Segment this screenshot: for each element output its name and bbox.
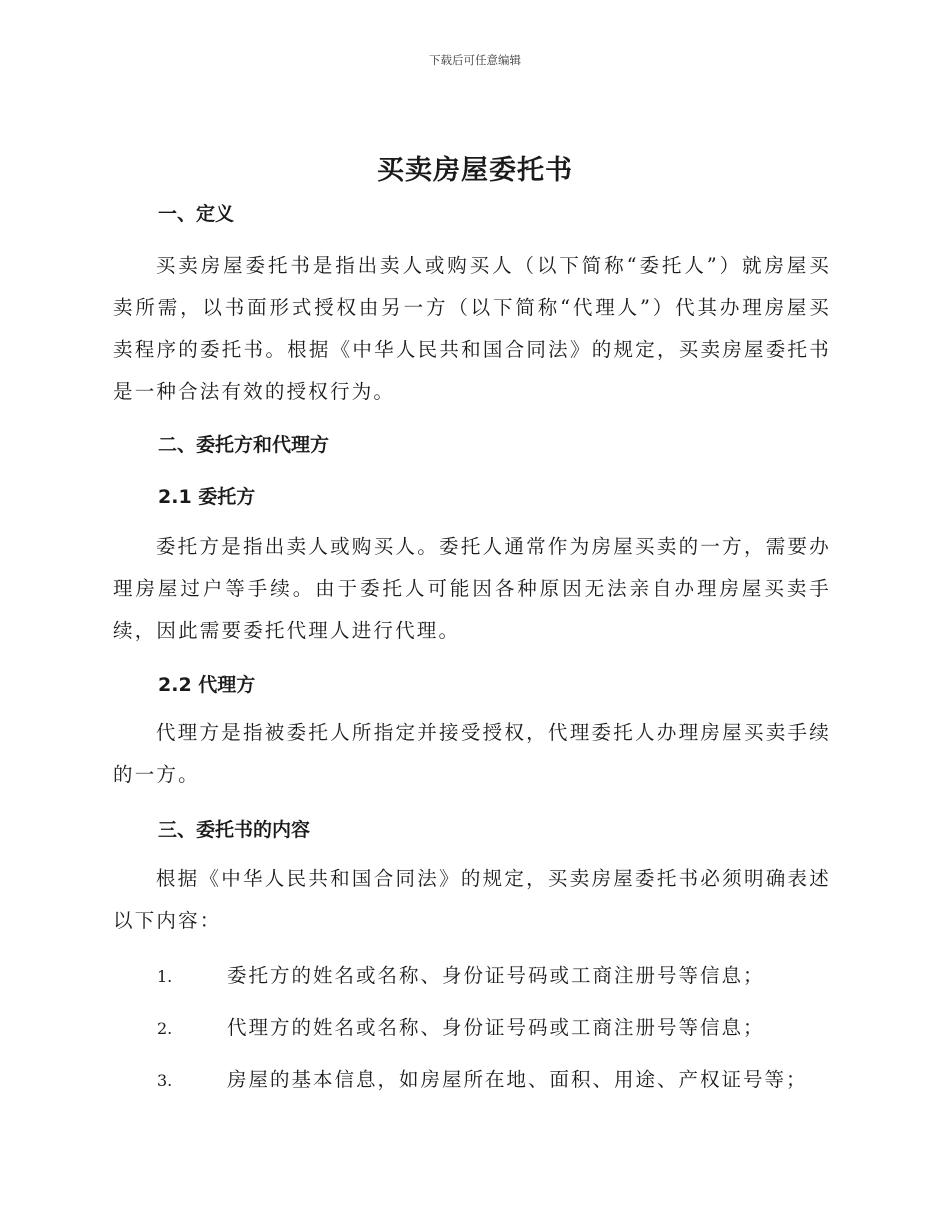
document-title: 买卖房屋委托书	[377, 155, 573, 186]
subsection-heading-agent: 2.2 代理方	[158, 674, 256, 696]
section-heading-contents: 三、委托书的内容	[158, 819, 311, 841]
paragraph-principal: 委托方是指出卖人或购买人。委托人通常作为房屋买卖的一方，需要办理房屋过户等手续。由于委托人可能因各种原因无法亲自办理房屋买卖手续，因此需要委托代理人进行代理。	[113, 535, 831, 642]
list-item	[113, 1012, 831, 1040]
paragraph-agent: 代理方是指被委托人所指定并接受授权，代理委托人办理房屋买卖手续的一方。	[113, 721, 831, 786]
list-item-text: 委托方的姓名或名称、身份证号码或工商注册号等信息；	[227, 964, 765, 987]
subsection-heading-principal: 2.1 委托方	[158, 486, 256, 508]
paragraph-definition: 买卖房屋委托书是指出卖人或购买人（以下简称“委托人”）就房屋买卖所需，以书面形式授权由另一方（以下简称“代理人”）代其办理房屋买卖程序的委托书。根据《中华人民共和国合同法》的规定，买卖房屋委托书是一种合法有效的授权行为。	[113, 254, 831, 403]
paragraph-contents: 根据《中华人民共和国合同法》的规定，买卖房屋委托书必须明确表述以下内容：	[113, 867, 831, 932]
list-item-number: 2.	[157, 1019, 173, 1038]
header-note: 下载后可任意编辑	[429, 53, 521, 67]
section-heading-parties: 二、委托方和代理方	[158, 434, 330, 456]
section-heading-definition: 一、定义	[158, 203, 235, 225]
list-item-text: 代理方的姓名或名称、身份证号码或工商注册号等信息；	[227, 1016, 765, 1039]
list-item-number: 3.	[157, 1071, 173, 1090]
list-item-number: 1.	[157, 967, 173, 986]
list-item-text: 房屋的基本信息，如房屋所在地、面积、用途、产权证号等；	[227, 1068, 808, 1091]
list-item	[113, 1064, 831, 1092]
list-item	[113, 960, 831, 988]
